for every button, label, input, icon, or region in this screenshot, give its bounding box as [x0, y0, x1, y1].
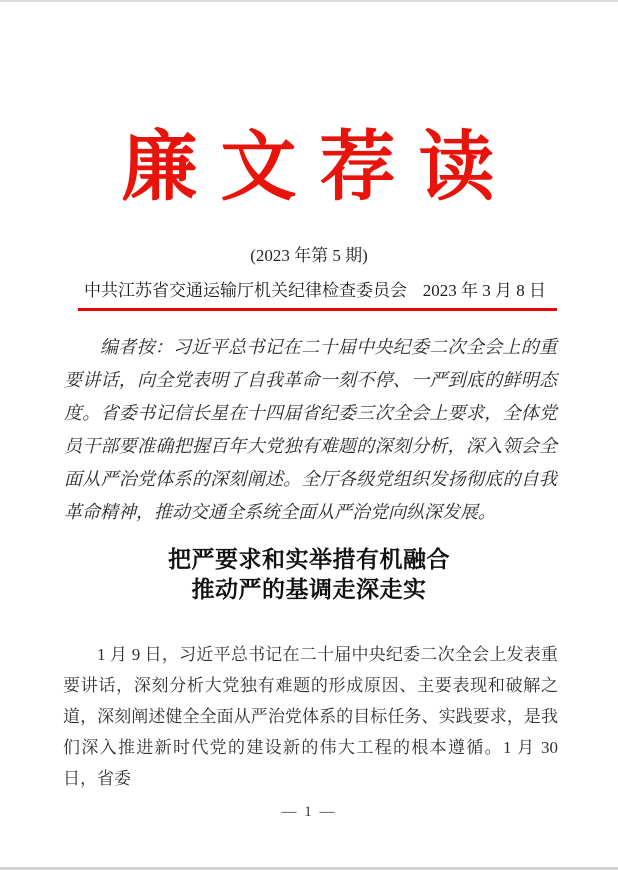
page-number: — 1 — — [281, 804, 337, 820]
publication-date: 2023 年 3 月 8 日 — [422, 281, 546, 300]
publication-title: 廉 文 荐 读 — [121, 126, 497, 210]
article-title-line-1: 把严要求和实举措有机融合 — [168, 547, 450, 572]
issue-number: (2023 年第 5 期) — [250, 246, 368, 265]
article-body-paragraph: 1 月 9 日，习近平总书记在二十届中央纪委二次全会上发表重要讲话，深刻分析大党独有难题的形成原因、主要表现和破解之道，深刻阐述健全全面从严治党体系的目标任务、实践要求，是我们深入推进新时代党的建设新的伟大工程的根本遵循。1 月 30 日，省委 — [63, 645, 558, 788]
red-divider-rule — [78, 308, 557, 311]
editor-note-paragraph: 编者按：习近平总书记在二十届中央纪委二次全会上的重要讲话，向全党表明了自我革命一刻不停、一严到底的鲜明态度。省委书记信长星在十四届省纪委三次全会上要求，全体党员干部要准确把握百年大党独有难题的深刻分析，深入领会全面从严治党体系的深刻阐述。全厅各级党组织发扬彻底的自我革命精神，推动交通全系统全面从严治党向纵深发展。 — [64, 337, 557, 522]
article-title-line-2: 推动严的基调走深走实 — [191, 577, 427, 602]
article-title — [0, 545, 618, 605]
publisher-row — [84, 280, 546, 302]
publisher-name: 中共江苏省交通运输厅机关纪律检查委员会 — [84, 281, 407, 300]
